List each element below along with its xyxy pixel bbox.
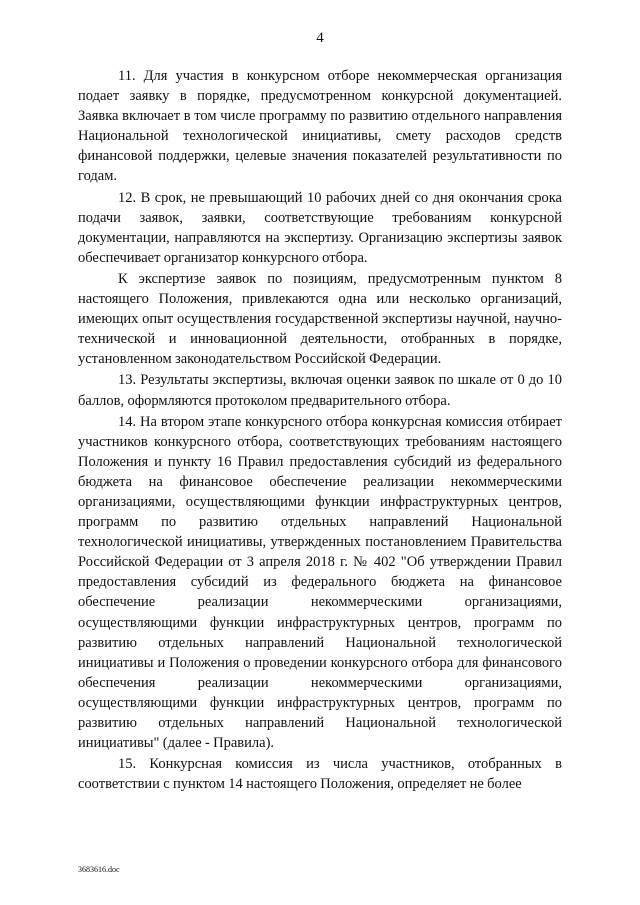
paragraph-12-expertise: К экспертизе заявок по позициям, предусмотренным пунктом 8 настоящего Положения, привлекаются одна или несколько организаций, имеющих опыт осуществления государственной экспертизы научной, научно-технической и инновационной деятельности, отобранных в порядке, установленном законодательством Российской Федерации. (78, 270, 562, 368)
paragraph-15: 15. Конкурсная комиссия из числа участников, отобранных в соответствии с пунктом 14 настоящего Положения, определяет не более (78, 756, 562, 793)
paragraph-13: 13. Результаты экспертизы, включая оценки заявок по шкале от 0 до 10 баллов, оформляются протоколом предварительного отбора. (78, 372, 562, 409)
paragraph-12: 12. В срок, не превышающий 10 рабочих дней со дня окончания срока подачи заявок, заявки, соответствующие требованиям конкурсной документации, направляются на экспертизу. Организацию экспертизы заявок обеспечивает организатор конкурсного отбора. (78, 189, 562, 266)
document-body (78, 66, 562, 795)
paragraph-14: 14. На втором этапе конкурсного отбора конкурсная комиссия отбирает участников конкурсного отбора, соответствующих требованиям настоящего Положения и пункту 16 Правил предоставления субсидий из федерального бюджета на финансовое обеспечение реализации некоммерческими организациями, осуществляющими функции инфраструктурных центров, программ по развитию отдельных направлений Национальной технологической инициативы, утвержденных постановлением Правительства Российской Федерации от 3 апреля 2018 г. № 402 "Об утверждении Правил предоставления субсидий из федерального бюджета на финансовое обеспечение реализации некоммерческими организациями, осуществляющими функции инфраструктурных центров, программ по развитию отдельных направлений Национальной технологической инициативы и Положения о проведении конкурсного отбора для финансового обеспечения реализации некоммерческими организациями, осуществляющими функции инфраструктурных центров, программ по развитию отдельных направлений Национальной технологической инициативы" (далее - Правила). (78, 413, 562, 752)
document-file-code: 3683616.doc (78, 865, 120, 874)
paragraph-11: 11. Для участия в конкурсном отборе некоммерческая организация подает заявку в порядке, предусмотренном конкурсной документацией. Заявка включает в том числе программу по развитию отдельного направления Национальной технологической инициативы, смету расходов средств финансовой поддержки, целевые значения показателей результативности по годам. (78, 68, 562, 185)
page-number: 4 (316, 30, 324, 46)
